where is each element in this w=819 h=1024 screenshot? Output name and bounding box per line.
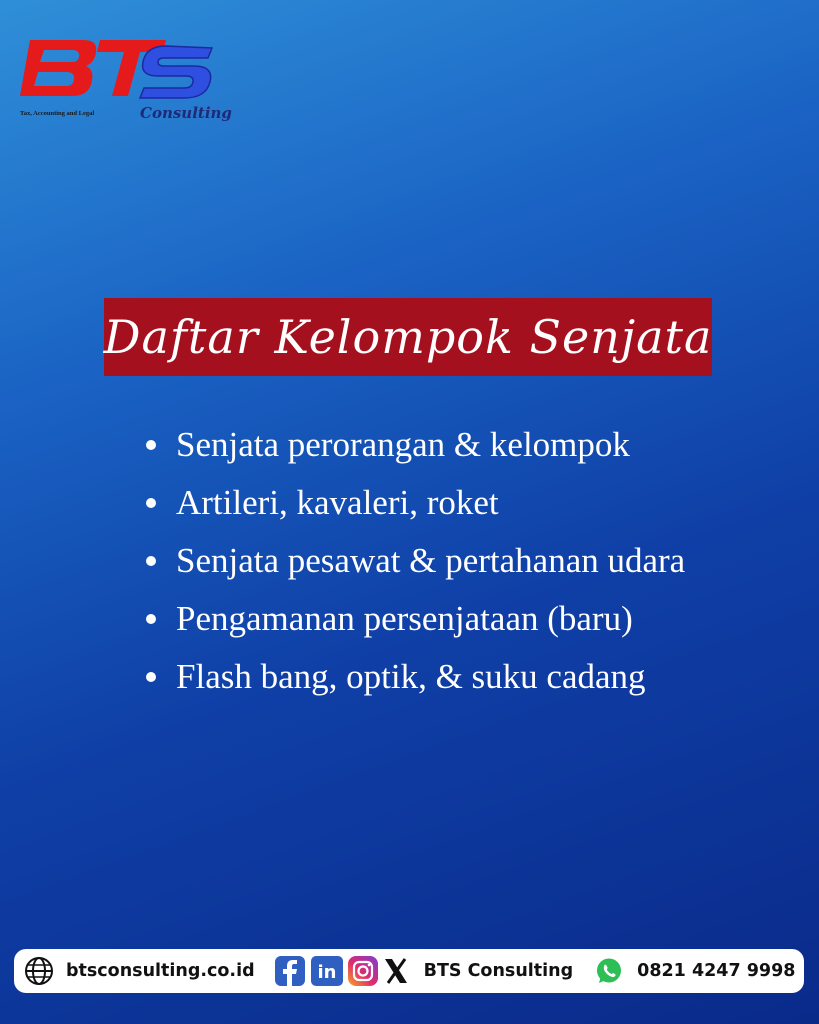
list-item-text: Senjata pesawat & pertahanan udara [176,541,686,580]
page-title: Daftar Kelompok Senjata [103,310,713,364]
logo-tagline: Tax, Accounting and Legal [20,110,95,117]
bullet-icon [146,614,156,624]
bts-logo [16,36,232,128]
list-item [146,416,685,474]
list-item [146,648,685,706]
whatsapp-icon[interactable] [595,957,623,985]
bullet-icon [146,498,156,508]
title-banner [104,298,712,376]
phone-number[interactable]: 0821 4247 9998 [637,961,796,981]
list-item [146,590,685,648]
list-item-text: Artileri, kavaleri, roket [176,483,499,522]
bts-logo-mark [16,36,221,106]
list-item-text: Senjata perorangan & kelompok [176,425,630,464]
bullet-icon [146,440,156,450]
contact-footer [14,949,804,993]
x-icon[interactable] [384,958,408,984]
facebook-icon[interactable] [275,956,305,986]
list-item [146,532,685,590]
list-item-text: Pengamanan persenjataan (baru) [176,599,633,638]
svg-text:in: in [317,962,337,983]
instagram-icon[interactable] [348,956,378,986]
globe-icon [24,956,54,986]
weapon-group-list [146,416,685,706]
website-link[interactable]: btsconsulting.co.id [66,961,255,981]
list-item [146,474,685,532]
social-handle[interactable]: BTS Consulting [423,961,574,981]
bullet-icon [146,672,156,682]
linkedin-icon[interactable] [311,956,343,986]
logo-subtitle: Consulting [140,104,232,122]
bullet-icon [146,556,156,566]
list-item-text: Flash bang, optik, & suku cadang [176,657,646,696]
